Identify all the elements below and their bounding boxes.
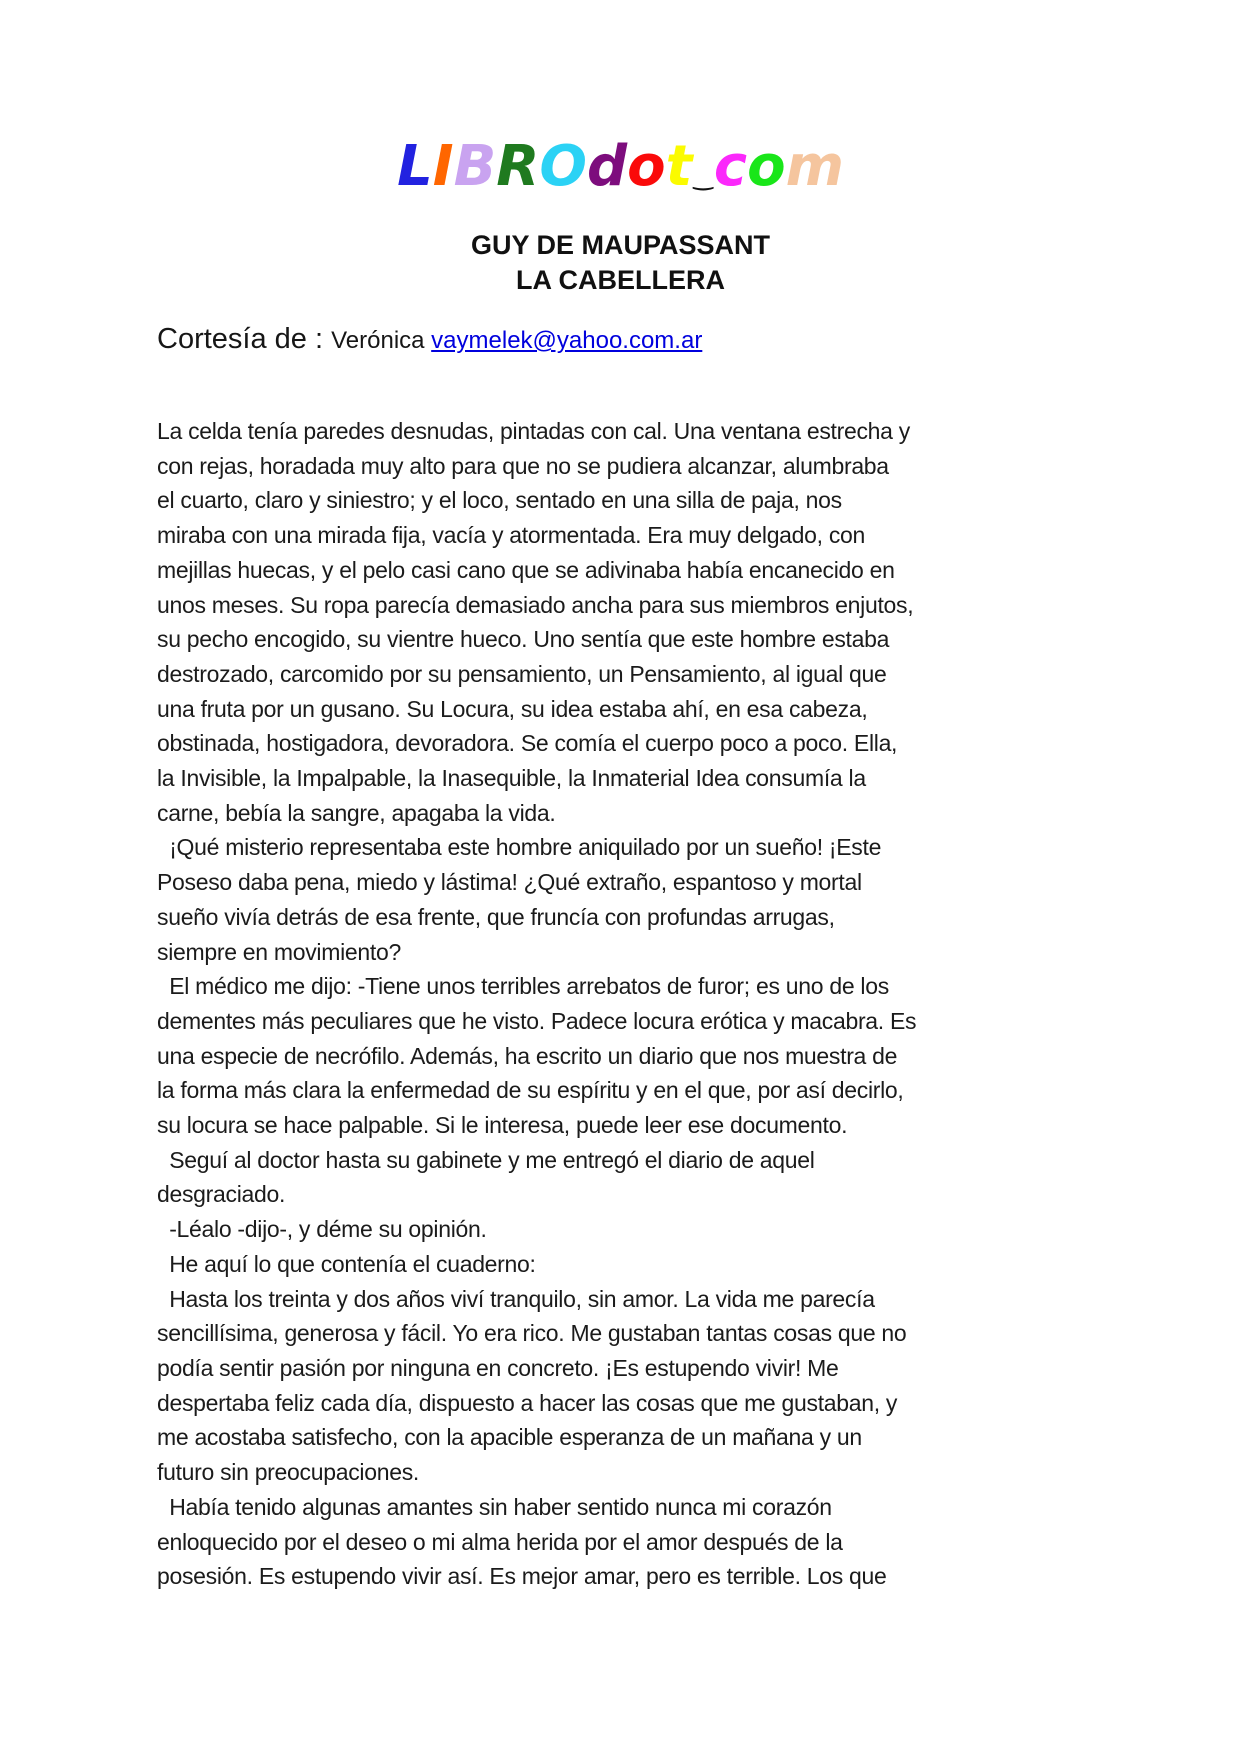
logo-letter-I: I [432,134,454,199]
paragraph [157,830,1097,969]
paragraph [157,969,1097,1143]
logo-letter-R: R [496,134,540,199]
text-line: la Invisible, la Impalpable, la Inasequible, la Inmaterial Idea consumía la [157,765,866,792]
text-line: unos meses. Su ropa parecía demasiado ancha para sus miembros enjutos, [157,591,914,618]
logo-letter-o2: o [747,134,786,199]
logo-letter-c: c [713,134,748,199]
logo-letter-o1: o [627,134,666,199]
text-line: su locura se hace palpable. Si le interesa, puede leer ese documento. [157,1112,848,1139]
text-line: sencillísima, generosa y fácil. Yo era rico. Me gustaban tantas cosas que no [157,1320,907,1347]
text-line: una especie de necrófilo. Además, ha escrito un diario que nos muestra de [157,1042,898,1069]
logo-dot-mark: ‿ [693,163,713,192]
text-line: Hasta los treinta y dos años viví tranquilo, sin amor. La vida me parecía [157,1285,875,1312]
text-line: dementes más peculiares que he visto. Padece locura erótica y macabra. Es [157,1007,917,1034]
paragraph [157,1490,1097,1594]
text-line: miraba con una mirada fija, vacía y atormentada. Era muy delgado, con [157,522,866,549]
text-line: siempre en movimiento? [157,938,401,965]
text-line: enloquecido por el deseo o mi alma herida por el amor después de la [157,1528,843,1555]
text-line: futuro sin preocupaciones. [157,1459,419,1486]
text-line: posesión. Es estupendo vivir así. Es mejor amar, pero es terrible. Los que [157,1563,887,1590]
text-line: Seguí al doctor hasta su gabinete y me entregó el diario de aquel [157,1146,815,1173]
text-line: -Léalo -dijo-, y déme su opinión. [157,1216,487,1243]
text-line: desgraciado. [157,1181,286,1208]
text-line: el cuarto, claro y siniestro; y el loco, sentado en una silla de paja, nos [157,487,842,514]
heading-block [0,228,1241,298]
text-line: me acostaba satisfecho, con la apacible esperanza de un mañana y un [157,1424,862,1451]
text-line: obstinada, hostigadora, devoradora. Se comía el cuerpo poco a poco. Ella, [157,730,898,757]
text-line: podía sentir pasión por ninguna en concreto. ¡Es estupendo vivir! Me [157,1354,839,1381]
logo-letter-t: t [665,134,693,199]
paragraph [157,1247,1097,1282]
text-line: destrozado, carcomido por su pensamiento, un Pensamiento, al igual que [157,660,887,687]
paragraph [157,414,1097,830]
text-line: sueño vivía detrás de esa frente, que fruncía con profundas arrugas, [157,903,835,930]
text-line: Había tenido algunas amantes sin haber sentido nunca mi corazón [157,1493,832,1520]
text-line: con rejas, horadada muy alto para que no se pudiera alcanzar, alumbraba [157,452,889,479]
courtesy-line [157,320,702,360]
site-logo [0,134,1241,210]
text-line: mejillas huecas, y el pelo casi cano que se adivinaba había encanecido en [157,556,895,583]
paragraph [157,1143,1097,1212]
text-line: ¡Qué misterio representaba este hombre aniquilado por un sueño! ¡Este [157,834,882,861]
text-line: carne, bebía la sangre, apagaba la vida. [157,799,556,826]
courtesy-name: Verónica [331,327,432,354]
courtesy-prefix: Cortesía de : [157,323,332,355]
email-link[interactable]: vaymelek@yahoo.com.ar [431,327,703,354]
text-line: Poseso daba pena, miedo y lástima! ¿Qué extraño, espantoso y mortal [157,869,862,896]
text-line: La celda tenía paredes desnudas, pintadas con cal. Una ventana estrecha y [157,418,910,444]
text-line: despertaba feliz cada día, dispuesto a hacer las cosas que me gustaban, y [157,1389,898,1416]
logo-letter-O: O [539,134,588,199]
logo-letter-d: d [587,134,628,199]
logo-letter-L: L [397,134,433,199]
text-line: su pecho encogido, su vientre hueco. Uno sentía que este hombre estaba [157,626,890,653]
paragraph [157,1212,1097,1247]
text-line: He aquí lo que contenía el cuaderno: [157,1250,536,1277]
author-heading: GUY DE MAUPASSANT [470,230,771,260]
text-line: El médico me dijo: -Tiene unos terribles arrebatos de furor; es uno de los [157,973,889,1000]
story-title: LA CABELLERA [516,265,725,295]
text-line: una fruta por un gusano. Su Locura, su idea estaba ahí, en esa cabeza, [157,695,868,722]
text-line: la forma más clara la enfermedad de su espíritu y en el que, por así decirlo, [157,1077,904,1104]
logo-letter-B: B [453,134,497,199]
paragraph [157,1282,1097,1490]
story-body [157,414,1097,1594]
logo-letter-m: m [785,134,844,199]
